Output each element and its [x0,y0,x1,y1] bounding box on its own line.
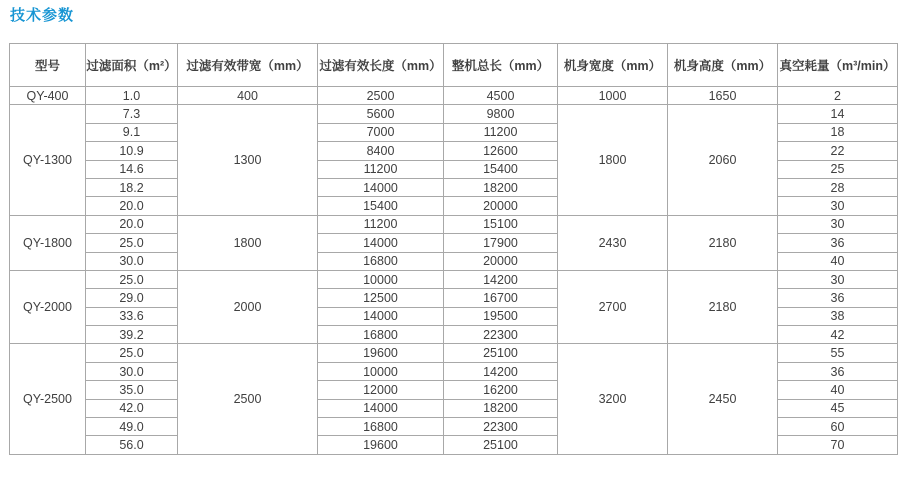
page-title: 技术参数 [10,7,75,24]
vacuum-consumption-cell: 30 [778,197,898,215]
filter-area-cell: 1.0 [86,87,178,105]
filter-area-cell: 20.0 [86,197,178,215]
model-cell: QY-400 [10,87,86,105]
table-row [10,344,898,362]
total-length-cell: 4500 [444,87,558,105]
filter-area-cell: 7.3 [86,105,178,123]
filter-length-cell: 10000 [318,362,444,380]
filter-area-cell: 49.0 [86,418,178,436]
filter-area-cell: 25.0 [86,234,178,252]
vacuum-consumption-cell: 38 [778,307,898,325]
filter-length-cell: 14000 [318,234,444,252]
filter-area-cell: 20.0 [86,215,178,233]
vacuum-consumption-cell: 25 [778,160,898,178]
vacuum-consumption-cell: 70 [778,436,898,454]
filter-length-cell: 11200 [318,160,444,178]
body-height-cell: 2180 [668,270,778,344]
total-length-cell: 9800 [444,105,558,123]
filter-length-cell: 14000 [318,307,444,325]
vacuum-consumption-cell: 40 [778,381,898,399]
filter-bandwidth-cell: 2500 [178,344,318,454]
model-cell: QY-1300 [10,105,86,215]
total-length-cell: 15100 [444,215,558,233]
filter-bandwidth-cell: 1300 [178,105,318,215]
total-length-cell: 14200 [444,270,558,288]
vacuum-consumption-cell: 2 [778,87,898,105]
total-length-cell: 12600 [444,142,558,160]
total-length-cell: 22300 [444,418,558,436]
filter-area-cell: 35.0 [86,381,178,399]
filter-length-cell: 7000 [318,123,444,141]
filter-length-cell: 16800 [318,418,444,436]
filter-area-cell: 18.2 [86,178,178,196]
total-length-cell: 16200 [444,381,558,399]
vacuum-consumption-cell: 18 [778,123,898,141]
model-cell: QY-1800 [10,215,86,270]
vacuum-consumption-cell: 36 [778,362,898,380]
header-filter-area: 过滤面积（m²） [86,44,178,87]
model-cell: QY-2000 [10,270,86,344]
filter-length-cell: 16800 [318,326,444,344]
header-body-height: 机身高度（mm） [668,44,778,87]
vacuum-consumption-cell: 14 [778,105,898,123]
filter-length-cell: 8400 [318,142,444,160]
vacuum-consumption-cell: 22 [778,142,898,160]
filter-length-cell: 19600 [318,344,444,362]
vacuum-consumption-cell: 30 [778,270,898,288]
vacuum-consumption-cell: 40 [778,252,898,270]
body-width-cell: 1800 [558,105,668,215]
body-height-cell: 1650 [668,87,778,105]
filter-length-cell: 2500 [318,87,444,105]
filter-length-cell: 14000 [318,399,444,417]
table-body [10,87,898,455]
total-length-cell: 25100 [444,436,558,454]
body-height-cell: 2450 [668,344,778,454]
total-length-cell: 14200 [444,362,558,380]
filter-area-cell: 14.6 [86,160,178,178]
body-height-cell: 2180 [668,215,778,270]
table-row [10,215,898,233]
table-row [10,270,898,288]
vacuum-consumption-cell: 42 [778,326,898,344]
filter-area-cell: 56.0 [86,436,178,454]
table-row [10,87,898,105]
total-length-cell: 17900 [444,234,558,252]
vacuum-consumption-cell: 36 [778,234,898,252]
filter-length-cell: 11200 [318,215,444,233]
filter-area-cell: 33.6 [86,307,178,325]
total-length-cell: 20000 [444,197,558,215]
vacuum-consumption-cell: 30 [778,215,898,233]
total-length-cell: 22300 [444,326,558,344]
total-length-cell: 19500 [444,307,558,325]
filter-area-cell: 25.0 [86,344,178,362]
total-length-cell: 18200 [444,399,558,417]
body-width-cell: 1000 [558,87,668,105]
body-width-cell: 2430 [558,215,668,270]
vacuum-consumption-cell: 45 [778,399,898,417]
filter-area-cell: 29.0 [86,289,178,307]
filter-area-cell: 25.0 [86,270,178,288]
model-cell: QY-2500 [10,344,86,454]
header-model: 型号 [10,44,86,87]
filter-bandwidth-cell: 2000 [178,270,318,344]
table-row [10,105,898,123]
header-vacuum-consumption: 真空耗量（m³/min） [778,44,898,87]
filter-area-cell: 42.0 [86,399,178,417]
filter-area-cell: 30.0 [86,362,178,380]
vacuum-consumption-cell: 60 [778,418,898,436]
total-length-cell: 15400 [444,160,558,178]
filter-area-cell: 39.2 [86,326,178,344]
filter-area-cell: 9.1 [86,123,178,141]
filter-bandwidth-cell: 1800 [178,215,318,270]
filter-length-cell: 16800 [318,252,444,270]
total-length-cell: 25100 [444,344,558,362]
vacuum-consumption-cell: 28 [778,178,898,196]
body-width-cell: 3200 [558,344,668,454]
filter-length-cell: 10000 [318,270,444,288]
filter-area-cell: 30.0 [86,252,178,270]
filter-area-cell: 10.9 [86,142,178,160]
body-height-cell: 2060 [668,105,778,215]
total-length-cell: 11200 [444,123,558,141]
table-header-row [10,44,898,87]
filter-bandwidth-cell: 400 [178,87,318,105]
header-filter-bandwidth: 过滤有效带宽（mm） [178,44,318,87]
filter-length-cell: 14000 [318,178,444,196]
filter-length-cell: 19600 [318,436,444,454]
total-length-cell: 20000 [444,252,558,270]
header-filter-length: 过滤有效长度（mm） [318,44,444,87]
body-width-cell: 2700 [558,270,668,344]
header-body-width: 机身宽度（mm） [558,44,668,87]
vacuum-consumption-cell: 36 [778,289,898,307]
total-length-cell: 18200 [444,178,558,196]
total-length-cell: 16700 [444,289,558,307]
vacuum-consumption-cell: 55 [778,344,898,362]
technical-parameters-table [9,43,898,455]
header-total-length: 整机总长（mm） [444,44,558,87]
filter-length-cell: 12500 [318,289,444,307]
filter-length-cell: 12000 [318,381,444,399]
filter-length-cell: 5600 [318,105,444,123]
filter-length-cell: 15400 [318,197,444,215]
